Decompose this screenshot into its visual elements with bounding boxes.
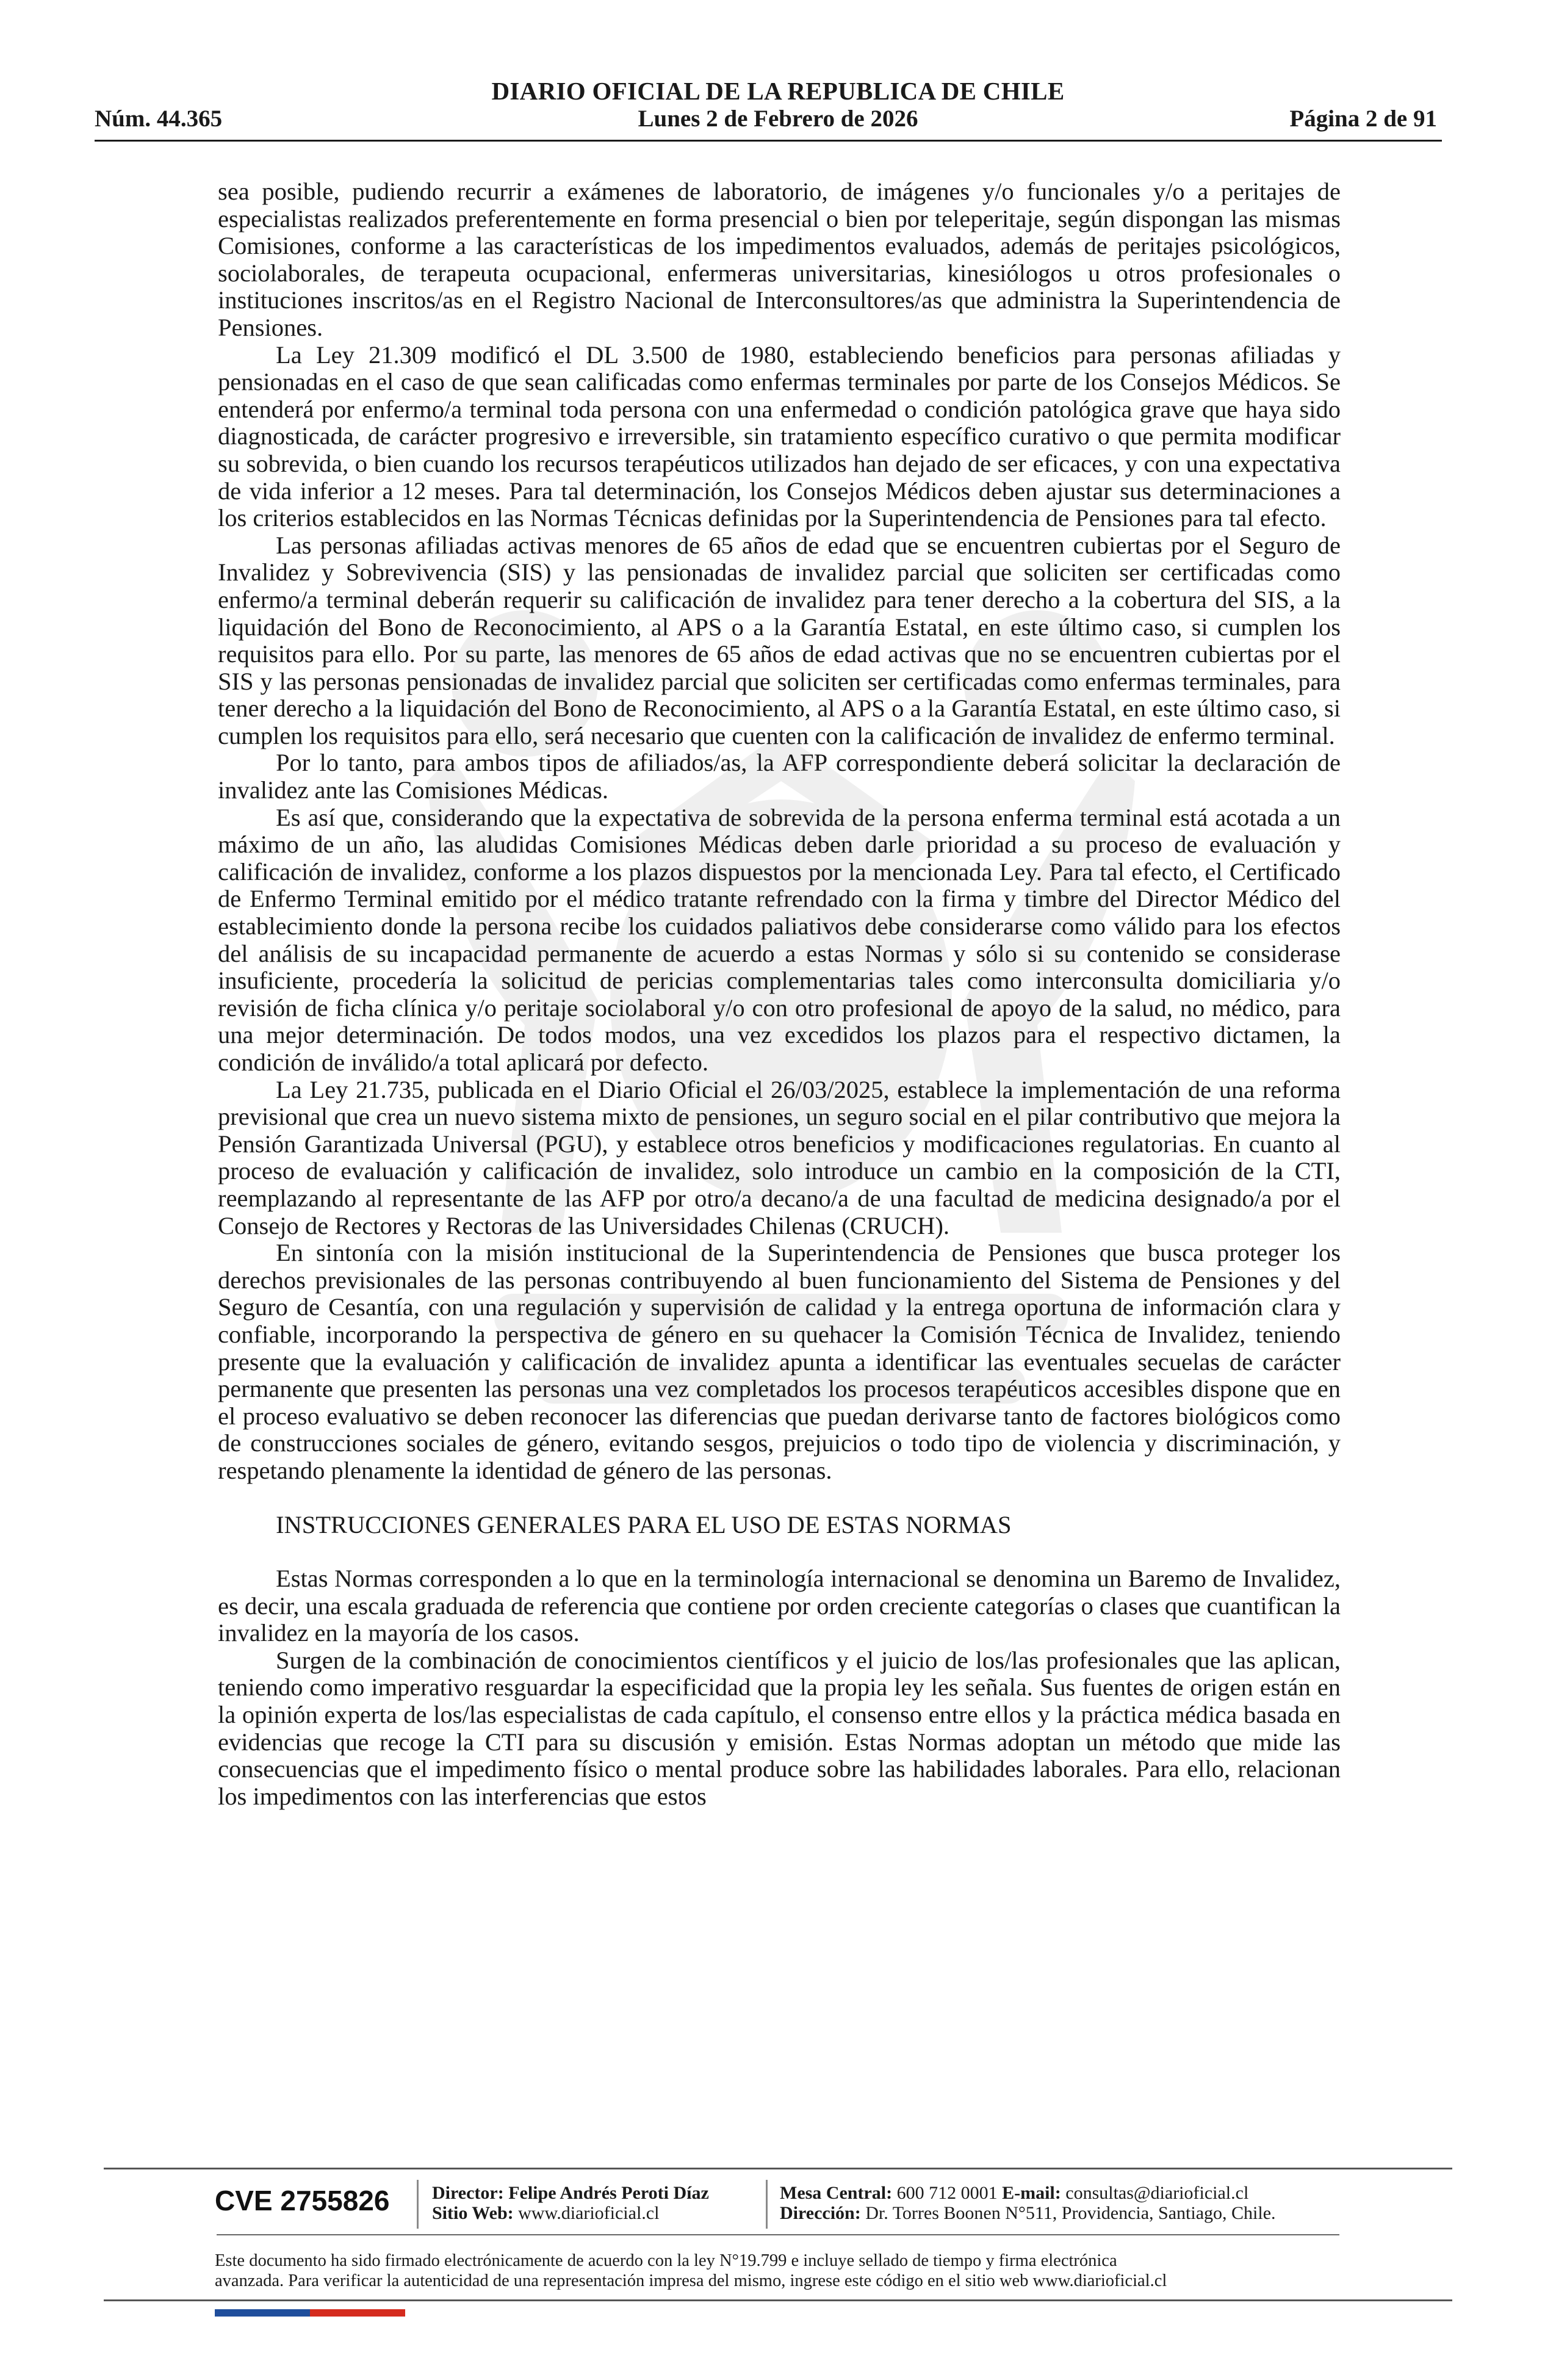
cve-code: CVE 2755826 [215,2185,390,2216]
phone-label: Mesa Central: [780,2183,893,2203]
website-link[interactable]: www.diarioficial.cl [518,2203,660,2223]
paragraph-baremo: Estas Normas corresponden a lo que en la terminología internacional se denomina un Baremo de Invalidez, es decir, una escala graduada de referencia que contiene por orden creciente categorías o clases que cuantifican la invalidez en la mayoría de los casos. [218,1565,1341,1647]
page-indicator: Página 2 de 91 [1289,106,1437,132]
footer-divider-bottom [104,2299,1452,2301]
footer-divider-top [104,2168,1452,2169]
director-label: Director: [432,2183,504,2203]
footer-separator [766,2180,768,2229]
paragraph-declaracion-invalidez: Por lo tanto, para ambos tipos de afiliados/as, la AFP correspondiente deberá solicitar la declaración de invalidez ante las Comisiones Médicas. [218,749,1341,804]
paragraph-afiliadas-activas: Las personas afiliadas activas menores de 65 años de edad que se encuentren cubiertas por el Seguro de Invalidez y Sobrevivencia (SIS) y las pensionadas de invalidez parcial que soliciten ser certificadas como enfermo/a terminal deberán requerir su calificación de invalidez para tener derecho a la cobertura del SIS, a la liquidación del Bono de Reconocimiento, al APS o a la Garantía Estatal, en este último caso, si cumplen los requisitos para ello. Por su parte, las menores de 65 años de edad activas que no se encuentren cubiertas por el SIS y las personas pensionadas de invalidez parcial que soliciten ser certificadas como enfermas terminales, para tener derecho a la liquidación del Bono de Reconocimiento, al APS o a la Garantía Estatal, en este último caso, si cumplen los requisitos para ello, será necesario que cuenten con la calificación de invalidez de enfermo terminal. [218,531,1341,749]
section-heading: INSTRUCCIONES GENERALES PARA EL USO DE ESTAS NORMAS [276,1510,1012,1538]
director-name: Felipe Andrés Peroti Díaz [508,2183,709,2203]
paragraph-ley-21735: La Ley 21.735, publicada en el Diario Oficial el 26/03/2025, establece la implementación de una reforma previsional que crea un nuevo sistema mixto de pensiones, un seguro social en el pilar contributivo que mejora la Pensión Garantizada Universal (PGU), y establece otros beneficios y modificaciones regulatorias. En cuanto al proceso de evaluación y calificación de invalidez, solo introduce un cambio en la composición de la CTI, reemplazando al representante de las AFP por otro/a decano/a de una facultad de medicina designado/a por el Consejo de Rectores y Rectoras de las Universidades Chilenas (CRUCH). [218,1075,1341,1239]
paragraph-continuation: sea posible, pudiendo recurrir a exámenes de laboratorio, de imágenes y/o funcionales y/o a peritajes de especialistas realizados preferentemente en forma presencial o bien por teleperitaje, según dispongan las mismas Comisiones, conforme a las características de los impedimentos evaluados, además de peritajes psicológicos, sociolaborales, de terapeuta ocupacional, enfermeras universitarias, kinesiólogos u otros profesionales o instituciones inscritos/as en el Registro Nacional de Interconsultores/as que administra la Superintendencia de Pensiones. [218,178,1341,341]
flag-stripe-red [310,2309,405,2317]
legal-line: Este documento ha sido firmado electrónicamente de acuerdo con la ley N°19.799 e incluye sellado de tiempo y firma electrónica [215,2251,1117,2270]
phone-number: 600 712 0001 [896,2183,998,2203]
footer-divider-mid [217,2234,1339,2235]
footer-director-block [432,2183,709,2223]
website-label: Sitio Web: [432,2203,514,2223]
legal-line: avanzada. Para verificar la autenticidad de una representación impresa del mismo, ingrese este código en el sitio web www.diarioficial.cl [215,2271,1167,2290]
address-value: Dr. Torres Boonen N°511, Providencia, Santiago, Chile. [865,2203,1276,2223]
footer-separator [417,2180,419,2229]
paragraph-expectativa-sobrevida: Es así que, considerando que la expectativa de sobrevida de la persona enferma terminal está acotada a un máximo de un año, las aludidas Comisiones Médicas deben darle prioridad a su proceso de evaluación y calificación de invalidez, conforme a los plazos dispuestos por la mencionada Ley. Para tal efecto, el Certificado de Enfermo Terminal emitido por el médico tratante refrendado con la firma y timbre del Director Médico del establecimiento donde la persona recibe los cuidados paliativos debe considerarse como válido para los efectos del análisis de su incapacidad permanente de acuerdo a estas Normas y sólo si su contenido se considerase insuficiente, procedería la solicitud de pericias complementarias tales como interconsulta domiciliaria y/o revisión de ficha clínica y/o peritaje sociolaboral y/o con otro profesional de apoyo de la salud, no médico, para una mejor determinación. De todos modos, una vez excedidos los plazos para el respectivo dictamen, la condición de inválido/a total aplicará por defecto. [218,803,1341,1076]
flag-stripe-blue [215,2309,310,2317]
document-body [218,178,1341,1810]
paragraph-origen-normas: Surgen de la combinación de conocimientos científicos y el juicio de los/las profesionales que las aplican, teniendo como imperativo resguardar la especificidad que la propia ley les señala. Sus fuentes de origen están en la opinión experta de los/las especialistas de cada capítulo, el consenso entre ellos y la práctica médica basada en evidencias que recoge la CTI para su discusión y emisión. Estas Normas adoptan un método que mide las consecuencias que el impedimento físico o mental produce sobre las habilidades laborales. Para ello, relacionan los impedimentos con las interferencias que estos [218,1646,1341,1810]
newspaper-title: DIARIO OFICIAL DE LA REPUBLICA DE CHILE [491,77,1065,105]
footer-contact-block [780,2183,1276,2223]
email-label: E-mail: [1002,2183,1061,2203]
paragraph-ley-21309: La Ley 21.309 modificó el DL 3.500 de 1980, estableciendo beneficios para personas afiliadas y pensionadas en el caso de que sean calificadas como enfermas terminales por parte de los Consejos Médicos. Se entenderá por enfermo/a terminal toda persona con una enfermedad o condición patológica grave que haya sido diagnosticada, de carácter progresivo e irreversible, sin tratamiento específico curativo o que permita modificar su sobrevida, o bien cuando los recursos terapéuticos utilizados han dejado de ser eficaces, y con una expectativa de vida inferior a 12 meses. Para tal determinación, los Consejos Médicos deben ajustar sus determinaciones a los criterios establecidos en las Normas Técnicas definidas por la Superintendencia de Pensiones para tal efecto. [218,341,1341,532]
issue-date: Lunes 2 de Febrero de 2026 [638,106,918,132]
email-link[interactable]: consultas@diarioficial.cl [1065,2183,1249,2203]
issue-number: Núm. 44.365 [95,106,223,132]
address-label: Dirección: [780,2203,861,2223]
paragraph-perspectiva-genero: En sintonía con la misión institucional de la Superintendencia de Pensiones que busca proteger los derechos previsionales de las personas contribuyendo al buen funcionamiento del Sistema de Pensiones y del Seguro de Cesantía, con una regulación y supervisión de calidad y la entrega oportuna de información clara y confiable, incorporando la perspectiva de género en su quehacer la Comisión Técnica de Invalidez, teniendo presente que la evaluación y calificación de invalidez apunta a identificar las eventuales secuelas de carácter permanente que presenten las personas una vez completados los procesos terapéuticos accesibles dispone que en el proceso evaluativo se deben reconocer las diferencias que puedan derivarse tanto de factores biológicos como de construcciones sociales de género, evitando sesgos, prejuicios o todo tipo de violencia y discriminación, y respetando plenamente la identidad de género de las personas. [218,1239,1341,1484]
footer-legal-notice [215,2251,1344,2291]
header-divider [95,140,1442,142]
